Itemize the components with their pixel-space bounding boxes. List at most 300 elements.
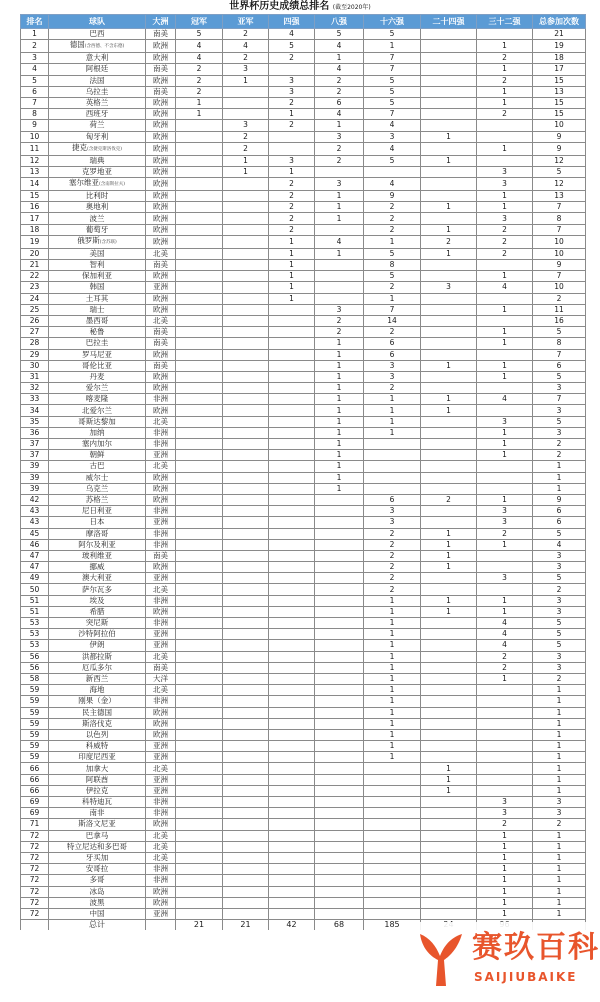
value-cell: 3 bbox=[364, 371, 421, 382]
team-name: 哥斯达黎加 bbox=[78, 416, 116, 426]
table-row bbox=[21, 224, 586, 235]
value-cell bbox=[477, 383, 533, 394]
team-cell bbox=[49, 673, 146, 684]
team-name: 阿根廷 bbox=[85, 64, 109, 74]
value-cell: 1 bbox=[477, 271, 533, 282]
table-row bbox=[21, 875, 586, 886]
value-cell bbox=[176, 349, 223, 360]
team-cell bbox=[49, 852, 146, 863]
value-cell: 3 bbox=[477, 416, 533, 427]
value-cell bbox=[421, 461, 477, 472]
value-cell bbox=[223, 191, 269, 202]
value-cell bbox=[176, 260, 223, 271]
value-cell bbox=[223, 539, 269, 550]
continent-cell: 欧洲 bbox=[146, 349, 176, 360]
value-cell: 1 bbox=[364, 40, 421, 53]
team-cell bbox=[49, 109, 146, 120]
value-cell bbox=[269, 651, 315, 662]
value-cell bbox=[315, 819, 364, 830]
team-name: 美国 bbox=[89, 248, 105, 258]
value-cell bbox=[315, 841, 364, 852]
value-cell: 2 bbox=[223, 53, 269, 64]
team-cell bbox=[49, 271, 146, 282]
value-cell bbox=[269, 640, 315, 651]
rank-cell: 53 bbox=[21, 640, 49, 651]
value-cell: 7 bbox=[364, 304, 421, 315]
value-cell bbox=[269, 573, 315, 584]
table-row bbox=[21, 562, 586, 573]
continent-cell: 欧洲 bbox=[146, 142, 176, 155]
value-cell: 19 bbox=[533, 40, 586, 53]
value-cell bbox=[477, 718, 533, 729]
value-cell: 9 bbox=[533, 494, 586, 505]
rank-cell: 4 bbox=[21, 64, 49, 75]
team-cell bbox=[49, 573, 146, 584]
total-value: 185 bbox=[364, 920, 421, 931]
value-cell bbox=[269, 483, 315, 494]
rank-cell: 66 bbox=[21, 763, 49, 774]
value-cell bbox=[176, 685, 223, 696]
value-cell bbox=[269, 371, 315, 382]
continent-cell: 北美 bbox=[146, 651, 176, 662]
value-cell bbox=[176, 360, 223, 371]
value-cell: 4 bbox=[176, 40, 223, 53]
team-cell bbox=[49, 763, 146, 774]
value-cell: 2 bbox=[477, 248, 533, 259]
continent-cell: 亚洲 bbox=[146, 752, 176, 763]
continent-cell: 亚洲 bbox=[146, 629, 176, 640]
value-cell bbox=[176, 383, 223, 394]
value-cell: 1 bbox=[364, 696, 421, 707]
value-cell bbox=[223, 439, 269, 450]
team-cell bbox=[49, 224, 146, 235]
value-cell: 1 bbox=[315, 338, 364, 349]
team-cell bbox=[49, 897, 146, 908]
value-cell bbox=[315, 282, 364, 293]
value-cell: 3 bbox=[533, 606, 586, 617]
value-cell: 4 bbox=[223, 40, 269, 53]
value-cell bbox=[421, 75, 477, 86]
team-name: 波黑 bbox=[89, 897, 105, 907]
value-cell bbox=[176, 852, 223, 863]
value-cell bbox=[269, 394, 315, 405]
value-cell: 1 bbox=[269, 271, 315, 282]
value-cell: 3 bbox=[477, 573, 533, 584]
continent-cell: 南美 bbox=[146, 29, 176, 40]
value-cell bbox=[477, 131, 533, 142]
team-cell bbox=[49, 371, 146, 382]
value-cell bbox=[364, 852, 421, 863]
rank-cell: 53 bbox=[21, 629, 49, 640]
value-cell: 3 bbox=[533, 383, 586, 394]
table-row bbox=[21, 248, 586, 259]
value-cell bbox=[176, 763, 223, 774]
value-cell: 15 bbox=[533, 97, 586, 108]
value-cell bbox=[421, 166, 477, 177]
continent-cell: 欧洲 bbox=[146, 202, 176, 213]
table-row bbox=[21, 191, 586, 202]
continent-cell: 亚洲 bbox=[146, 517, 176, 528]
value-cell bbox=[315, 166, 364, 177]
value-cell bbox=[269, 315, 315, 326]
value-cell: 1 bbox=[477, 875, 533, 886]
value-cell bbox=[223, 875, 269, 886]
value-cell: 5 bbox=[364, 271, 421, 282]
value-cell: 2 bbox=[364, 224, 421, 235]
team-cell bbox=[49, 439, 146, 450]
value-cell: 2 bbox=[176, 86, 223, 97]
rank-cell: 1 bbox=[21, 29, 49, 40]
team-name: 保加利亚 bbox=[82, 271, 112, 281]
table-row bbox=[21, 178, 586, 191]
continent-cell: 北美 bbox=[146, 685, 176, 696]
value-cell bbox=[223, 327, 269, 338]
total-rank-cell bbox=[21, 920, 49, 931]
value-cell bbox=[223, 830, 269, 841]
value-cell bbox=[223, 528, 269, 539]
value-cell bbox=[176, 178, 223, 191]
value-cell bbox=[315, 718, 364, 729]
team-name: 摩洛哥 bbox=[85, 528, 109, 538]
table-row bbox=[21, 461, 586, 472]
value-cell: 5 bbox=[364, 248, 421, 259]
value-cell bbox=[176, 908, 223, 919]
team-name: 日本 bbox=[89, 517, 105, 527]
table-row bbox=[21, 908, 586, 919]
value-cell bbox=[223, 394, 269, 405]
value-cell: 1 bbox=[533, 875, 586, 886]
value-cell bbox=[176, 293, 223, 304]
rank-cell: 72 bbox=[21, 875, 49, 886]
value-cell: 3 bbox=[364, 517, 421, 528]
value-cell bbox=[477, 584, 533, 595]
rank-cell: 6 bbox=[21, 86, 49, 97]
team-name: 土耳其 bbox=[85, 293, 109, 303]
value-cell bbox=[176, 528, 223, 539]
team-name: 冰岛 bbox=[89, 886, 105, 896]
value-cell bbox=[477, 729, 533, 740]
value-cell bbox=[176, 875, 223, 886]
value-cell: 1 bbox=[364, 394, 421, 405]
value-cell bbox=[176, 506, 223, 517]
value-cell: 3 bbox=[477, 797, 533, 808]
value-cell bbox=[176, 155, 223, 166]
value-cell bbox=[269, 405, 315, 416]
rank-cell: 53 bbox=[21, 618, 49, 629]
value-cell: 7 bbox=[364, 53, 421, 64]
value-cell: 2 bbox=[269, 213, 315, 224]
value-cell: 1 bbox=[364, 235, 421, 248]
rank-cell: 15 bbox=[21, 191, 49, 202]
value-cell bbox=[421, 327, 477, 338]
value-cell bbox=[269, 618, 315, 629]
continent-cell: 欧洲 bbox=[146, 562, 176, 573]
value-cell bbox=[223, 517, 269, 528]
team-name: 特立尼达和多巴哥 bbox=[67, 841, 127, 851]
value-cell: 12 bbox=[533, 178, 586, 191]
team-name: 韩国 bbox=[89, 282, 105, 292]
value-cell bbox=[223, 640, 269, 651]
value-cell bbox=[315, 640, 364, 651]
value-cell bbox=[315, 550, 364, 561]
team-name: 葡萄牙 bbox=[85, 224, 109, 234]
value-cell: 1 bbox=[269, 166, 315, 177]
value-cell: 1 bbox=[421, 562, 477, 573]
value-cell bbox=[269, 517, 315, 528]
value-cell bbox=[421, 40, 477, 53]
value-cell bbox=[421, 718, 477, 729]
value-cell: 11 bbox=[533, 304, 586, 315]
value-cell bbox=[421, 741, 477, 752]
team-cell bbox=[49, 550, 146, 561]
value-cell bbox=[269, 528, 315, 539]
total-value: 21 bbox=[176, 920, 223, 931]
team-cell bbox=[49, 517, 146, 528]
team-name: 科威特 bbox=[85, 741, 109, 751]
value-cell bbox=[176, 718, 223, 729]
value-cell bbox=[364, 166, 421, 177]
value-cell bbox=[176, 752, 223, 763]
value-cell: 1 bbox=[477, 439, 533, 450]
value-cell: 1 bbox=[477, 427, 533, 438]
team-cell bbox=[49, 483, 146, 494]
team-name: 乌克兰 bbox=[85, 483, 109, 493]
rank-cell: 21 bbox=[21, 260, 49, 271]
rank-cell: 33 bbox=[21, 394, 49, 405]
table-row bbox=[21, 304, 586, 315]
rank-cell: 58 bbox=[21, 673, 49, 684]
value-cell bbox=[176, 584, 223, 595]
rank-cell: 50 bbox=[21, 584, 49, 595]
team-name: 加拿大 bbox=[85, 763, 109, 773]
column-header: 总参加次数 bbox=[533, 15, 586, 29]
rank-cell: 45 bbox=[21, 528, 49, 539]
rank-cell: 42 bbox=[21, 494, 49, 505]
value-cell: 2 bbox=[364, 584, 421, 595]
team-name: 澳大利亚 bbox=[82, 573, 112, 583]
value-cell: 2 bbox=[315, 155, 364, 166]
value-cell bbox=[364, 875, 421, 886]
total-value: 21 bbox=[223, 920, 269, 931]
team-name: 塞尔维亚 bbox=[68, 178, 99, 188]
value-cell bbox=[223, 315, 269, 326]
value-cell bbox=[269, 494, 315, 505]
continent-cell: 欧洲 bbox=[146, 155, 176, 166]
column-header: 十六强 bbox=[364, 15, 421, 29]
team-cell bbox=[49, 131, 146, 142]
value-cell bbox=[176, 405, 223, 416]
value-cell bbox=[269, 830, 315, 841]
value-cell: 3 bbox=[477, 166, 533, 177]
value-cell: 1 bbox=[176, 97, 223, 108]
team-cell bbox=[49, 202, 146, 213]
value-cell bbox=[315, 774, 364, 785]
value-cell bbox=[421, 864, 477, 875]
team-cell bbox=[49, 293, 146, 304]
continent-cell: 欧洲 bbox=[146, 109, 176, 120]
value-cell bbox=[176, 271, 223, 282]
value-cell bbox=[269, 595, 315, 606]
team-name: 斯洛伐克 bbox=[82, 718, 112, 728]
value-cell bbox=[269, 472, 315, 483]
whale-tail-logo-icon bbox=[416, 930, 466, 992]
continent-cell: 亚洲 bbox=[146, 741, 176, 752]
value-cell: 1 bbox=[364, 405, 421, 416]
value-cell: 9 bbox=[533, 131, 586, 142]
team-cell bbox=[49, 349, 146, 360]
value-cell: 1 bbox=[223, 75, 269, 86]
value-cell bbox=[176, 830, 223, 841]
value-cell: 3 bbox=[533, 797, 586, 808]
value-cell bbox=[269, 852, 315, 863]
value-cell bbox=[223, 562, 269, 573]
continent-cell: 欧洲 bbox=[146, 886, 176, 897]
team-cell bbox=[49, 155, 146, 166]
team-cell bbox=[49, 718, 146, 729]
value-cell: 3 bbox=[315, 131, 364, 142]
value-cell bbox=[176, 191, 223, 202]
value-cell bbox=[421, 819, 477, 830]
value-cell: 2 bbox=[477, 109, 533, 120]
value-cell: 6 bbox=[364, 338, 421, 349]
value-cell: 1 bbox=[315, 394, 364, 405]
value-cell bbox=[269, 131, 315, 142]
total-continent-cell bbox=[146, 920, 176, 931]
column-header: 二十四强 bbox=[421, 15, 477, 29]
value-cell: 2 bbox=[477, 224, 533, 235]
value-cell bbox=[477, 461, 533, 472]
table-row bbox=[21, 416, 586, 427]
continent-cell: 亚洲 bbox=[146, 282, 176, 293]
value-cell: 1 bbox=[477, 304, 533, 315]
rank-cell: 72 bbox=[21, 908, 49, 919]
team-name: 北爱尔兰 bbox=[82, 405, 112, 415]
value-cell bbox=[421, 517, 477, 528]
value-cell: 1 bbox=[421, 405, 477, 416]
team-name: 洪都拉斯 bbox=[82, 651, 112, 661]
team-name: 民主德国 bbox=[82, 707, 112, 717]
value-cell: 3 bbox=[477, 213, 533, 224]
table-row bbox=[21, 450, 586, 461]
value-cell: 4 bbox=[477, 629, 533, 640]
value-cell bbox=[223, 741, 269, 752]
value-cell: 5 bbox=[364, 97, 421, 108]
value-cell bbox=[315, 797, 364, 808]
value-cell: 1 bbox=[315, 248, 364, 259]
rank-cell: 17 bbox=[21, 213, 49, 224]
value-cell: 2 bbox=[176, 75, 223, 86]
value-cell bbox=[421, 797, 477, 808]
value-cell: 1 bbox=[315, 202, 364, 213]
value-cell: 5 bbox=[364, 155, 421, 166]
team-cell bbox=[49, 75, 146, 86]
table-row bbox=[21, 595, 586, 606]
team-name: 瑞士 bbox=[89, 304, 105, 314]
rank-cell: 10 bbox=[21, 131, 49, 142]
value-cell bbox=[421, 450, 477, 461]
table-row bbox=[21, 494, 586, 505]
rank-cell: 3 bbox=[21, 53, 49, 64]
table-row bbox=[21, 785, 586, 796]
rank-cell: 12 bbox=[21, 155, 49, 166]
value-cell bbox=[223, 178, 269, 191]
rank-cell: 56 bbox=[21, 662, 49, 673]
value-cell bbox=[269, 562, 315, 573]
value-cell: 1 bbox=[315, 483, 364, 494]
value-cell bbox=[315, 293, 364, 304]
value-cell bbox=[176, 550, 223, 561]
value-cell bbox=[364, 908, 421, 919]
value-cell bbox=[315, 752, 364, 763]
value-cell bbox=[223, 629, 269, 640]
team-cell bbox=[49, 785, 146, 796]
value-cell bbox=[223, 584, 269, 595]
value-cell bbox=[223, 427, 269, 438]
value-cell bbox=[421, 304, 477, 315]
team-name: 苏格兰 bbox=[85, 495, 109, 505]
value-cell bbox=[421, 86, 477, 97]
value-cell bbox=[364, 461, 421, 472]
value-cell bbox=[176, 371, 223, 382]
value-cell bbox=[269, 439, 315, 450]
table-header-row bbox=[21, 15, 586, 29]
value-cell bbox=[421, 573, 477, 584]
value-cell: 4 bbox=[269, 29, 315, 40]
team-cell bbox=[49, 304, 146, 315]
team-cell bbox=[49, 729, 146, 740]
continent-cell: 欧洲 bbox=[146, 606, 176, 617]
value-cell bbox=[176, 864, 223, 875]
value-cell bbox=[269, 427, 315, 438]
team-cell bbox=[49, 584, 146, 595]
value-cell: 1 bbox=[477, 202, 533, 213]
rank-cell: 22 bbox=[21, 271, 49, 282]
value-cell bbox=[315, 830, 364, 841]
team-cell bbox=[49, 651, 146, 662]
value-cell bbox=[269, 550, 315, 561]
value-cell: 7 bbox=[533, 271, 586, 282]
table-row bbox=[21, 327, 586, 338]
value-cell: 5 bbox=[315, 29, 364, 40]
team-cell bbox=[49, 461, 146, 472]
value-cell: 1 bbox=[315, 53, 364, 64]
rank-cell: 69 bbox=[21, 808, 49, 819]
value-cell: 16 bbox=[533, 315, 586, 326]
team-name: 加纳 bbox=[89, 427, 105, 437]
value-cell: 1 bbox=[269, 282, 315, 293]
value-cell bbox=[269, 539, 315, 550]
value-cell: 1 bbox=[533, 852, 586, 863]
team-name: 中国 bbox=[89, 908, 105, 918]
value-cell: 2 bbox=[269, 191, 315, 202]
table-row bbox=[21, 528, 586, 539]
table-row bbox=[21, 897, 586, 908]
table-row bbox=[21, 338, 586, 349]
value-cell: 3 bbox=[533, 427, 586, 438]
rank-cell: 27 bbox=[21, 327, 49, 338]
value-cell bbox=[364, 774, 421, 785]
team-cell bbox=[49, 416, 146, 427]
team-name: 俄罗斯 bbox=[77, 235, 100, 245]
value-cell: 5 bbox=[533, 629, 586, 640]
value-cell bbox=[223, 774, 269, 785]
value-cell bbox=[477, 785, 533, 796]
rank-cell: 72 bbox=[21, 841, 49, 852]
continent-cell: 南美 bbox=[146, 64, 176, 75]
value-cell: 6 bbox=[364, 494, 421, 505]
value-cell: 10 bbox=[533, 120, 586, 131]
value-cell: 5 bbox=[533, 528, 586, 539]
